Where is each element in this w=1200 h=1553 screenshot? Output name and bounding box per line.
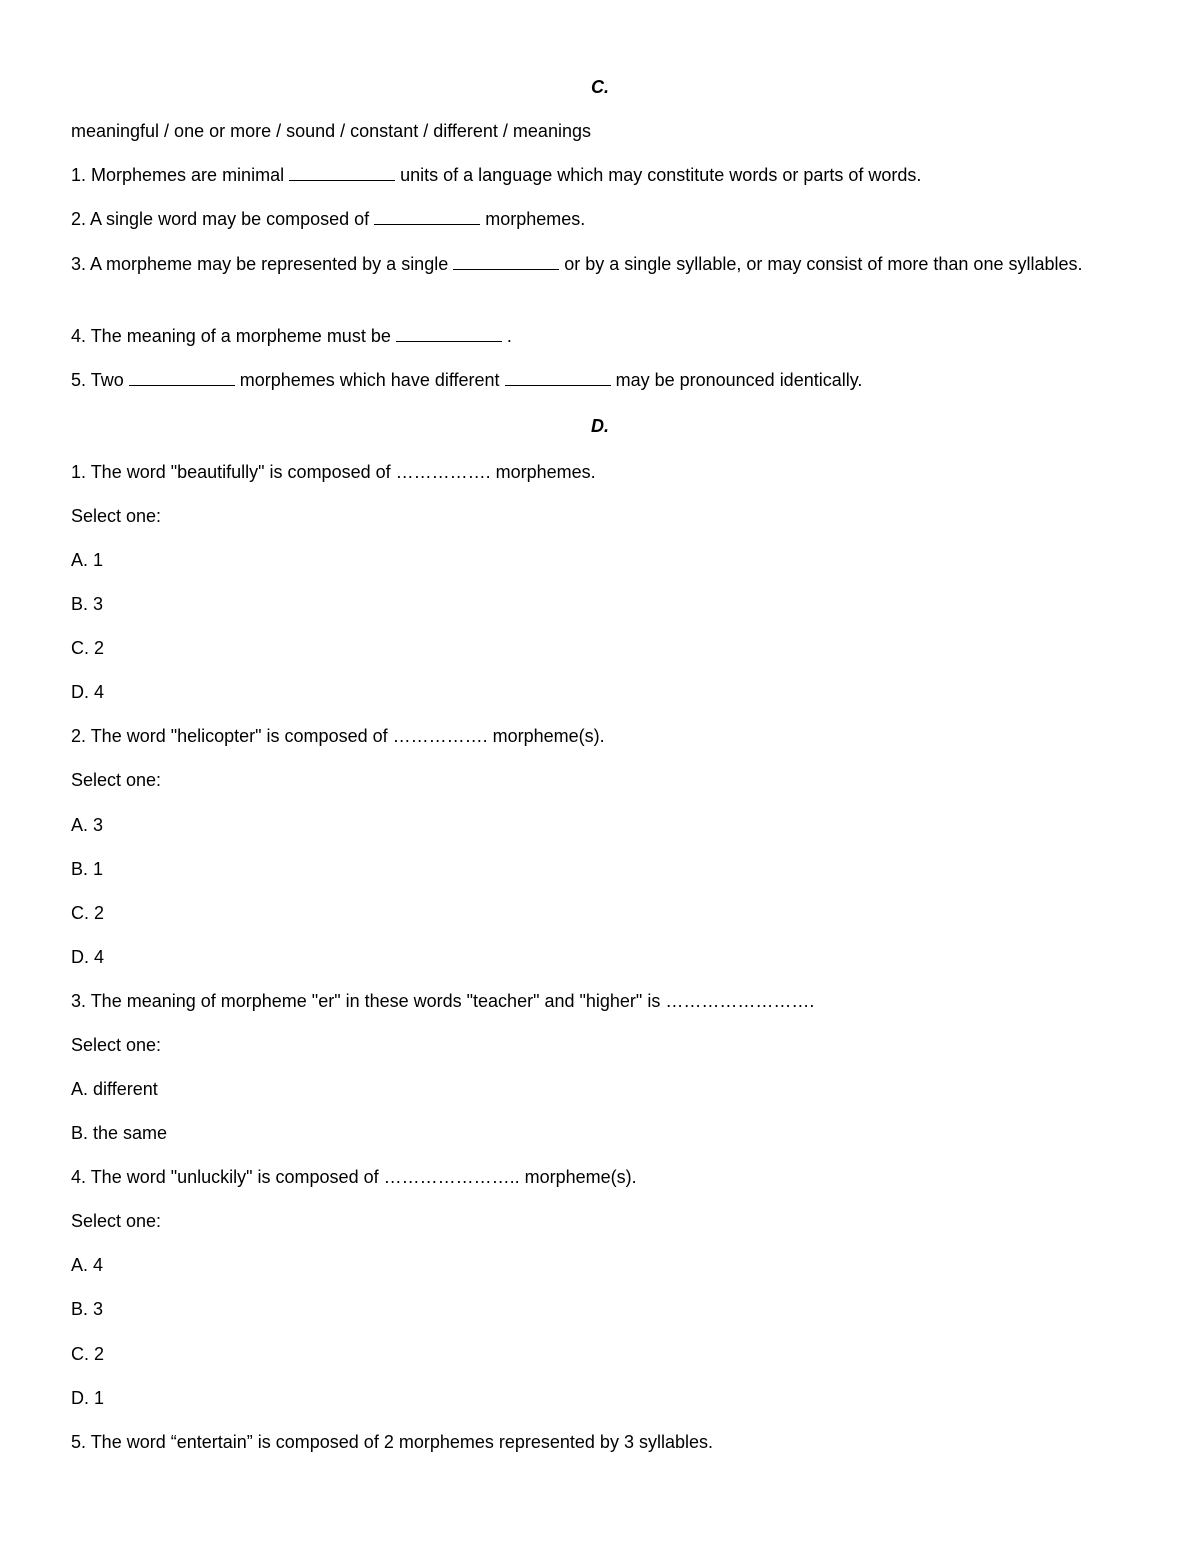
question-2-option-b[interactable]: B. 1 bbox=[71, 859, 104, 879]
fill-item-text: morphemes which have different bbox=[239, 370, 500, 390]
fill-item-text: or by a single syllable, or may consist of more than one syllables. bbox=[564, 254, 1083, 274]
fill-item-2 bbox=[71, 205, 1090, 233]
question-3-text: 3. The meaning of morpheme "er" in these words "teacher" and "higher" is ……………………. bbox=[71, 991, 815, 1011]
select-one-label: Select one: bbox=[71, 770, 162, 790]
question-3-option-b[interactable]: B. the same bbox=[71, 1123, 168, 1143]
question-2-option-a[interactable]: A. 3 bbox=[71, 815, 104, 835]
question-1-option-c[interactable]: C. 2 bbox=[71, 638, 105, 658]
fill-item-text: 4. The meaning of a morpheme must be bbox=[71, 326, 391, 346]
section-d-heading: D. bbox=[591, 416, 609, 436]
answer-blank[interactable] bbox=[453, 252, 559, 270]
question-1-option-b[interactable]: B. 3 bbox=[71, 594, 104, 614]
fill-item-text: 2. A single word may be composed of bbox=[71, 209, 370, 229]
question-4-text: 4. The word "unluckily" is composed of ………………….. morpheme(s). bbox=[71, 1167, 637, 1187]
question-2-text: 2. The word "helicopter" is composed of ……………. morpheme(s). bbox=[71, 726, 605, 746]
question-5-text: 5. The word “entertain” is composed of 2 morphemes represented by 3 syllables. bbox=[71, 1432, 713, 1452]
question-4-option-a[interactable]: A. 4 bbox=[71, 1255, 104, 1275]
fill-item-5 bbox=[71, 366, 1090, 394]
select-one-label: Select one: bbox=[71, 1035, 162, 1055]
answer-blank[interactable] bbox=[396, 324, 502, 342]
question-1-text: 1. The word "beautifully" is composed of ……………. morphemes. bbox=[71, 462, 596, 482]
fill-item-text: 1. Morphemes are minimal bbox=[71, 165, 285, 185]
fill-item-text: 5. Two bbox=[71, 370, 124, 390]
section-c-heading: C. bbox=[591, 77, 609, 97]
question-2-option-d[interactable]: D. 4 bbox=[71, 947, 105, 967]
select-one-label: Select one: bbox=[71, 506, 162, 526]
answer-blank[interactable] bbox=[129, 368, 235, 386]
answer-blank[interactable] bbox=[505, 368, 611, 386]
answer-blank[interactable] bbox=[289, 163, 395, 181]
word-bank: meaningful / one or more / sound / constant / different / meanings bbox=[71, 121, 591, 141]
fill-item-4 bbox=[71, 322, 1090, 350]
fill-item-3 bbox=[71, 250, 1090, 278]
fill-item-1 bbox=[71, 161, 1090, 189]
fill-item-text: . bbox=[506, 326, 512, 346]
question-1-option-a[interactable]: A. 1 bbox=[71, 550, 104, 570]
question-4-option-b[interactable]: B. 3 bbox=[71, 1299, 104, 1319]
question-2-option-c[interactable]: C. 2 bbox=[71, 903, 105, 923]
fill-item-text: units of a language which may constitute words or parts of words. bbox=[400, 165, 922, 185]
question-4-option-d[interactable]: D. 1 bbox=[71, 1388, 105, 1408]
select-one-label: Select one: bbox=[71, 1211, 162, 1231]
fill-item-text: morphemes. bbox=[485, 209, 586, 229]
question-3-option-a[interactable]: A. different bbox=[71, 1079, 158, 1099]
fill-item-text: may be pronounced identically. bbox=[615, 370, 863, 390]
answer-blank[interactable] bbox=[374, 207, 480, 225]
question-4-option-c[interactable]: C. 2 bbox=[71, 1344, 105, 1364]
question-1-option-d[interactable]: D. 4 bbox=[71, 682, 105, 702]
fill-item-text: 3. A morpheme may be represented by a single bbox=[71, 254, 449, 274]
